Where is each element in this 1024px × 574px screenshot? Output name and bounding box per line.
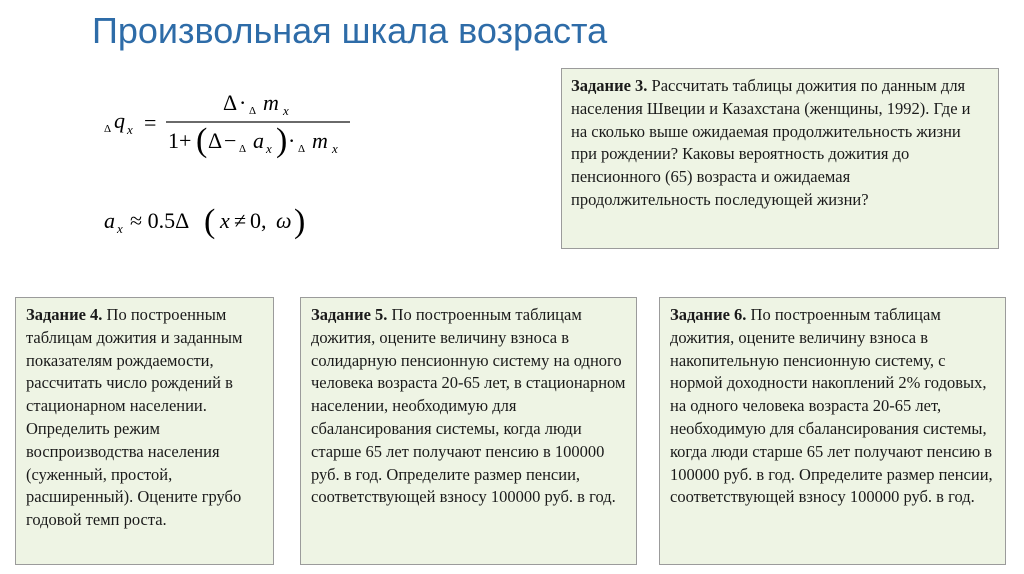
task-6-label: Задание 6.: [670, 305, 747, 324]
approx-a: a: [104, 208, 115, 233]
denominator-m: m: [312, 128, 328, 153]
approx-text: ≈ 0.5Δ: [130, 208, 190, 233]
condition-close-paren: ): [294, 203, 306, 240]
numerator-m: m: [263, 90, 279, 115]
denominator-delta-subscript-2: Δ: [298, 143, 306, 155]
task-3-label: Задание 3.: [571, 76, 648, 95]
denominator-delta-subscript: Δ: [239, 143, 247, 155]
slide-title: Произвольная шкала возраста: [92, 10, 608, 51]
numerator-delta: Δ: [223, 90, 238, 115]
lhs-x-subscript: x: [127, 122, 133, 137]
denominator-minus: −: [224, 128, 237, 153]
task-5-box: [300, 297, 637, 565]
numerator-dot: ·: [239, 90, 247, 115]
task-5-text: По построенным таблицам дожития, оцените величину взноса в солидарную пенсионную систему на одного человека возраста 20-65 лет, в стационарном населении, необходимую для сбалансирования системы, когда люди старше 65 лет получают пенсию в 100000 руб. в год. Определите размер пенсии, соответствующей взносу 100000 руб. в год.: [311, 305, 626, 507]
lhs-q: q: [114, 108, 125, 133]
task-3-box: [561, 68, 999, 249]
denominator-a: a: [253, 128, 264, 153]
omega-symbol: ω: [276, 208, 292, 233]
condition-values: 0,: [250, 208, 267, 233]
not-equal-sign: ≠: [234, 208, 247, 233]
lhs-delta-subscript: Δ: [104, 123, 112, 135]
denominator-one-plus: 1+: [168, 128, 192, 153]
condition-open-paren: (: [204, 203, 216, 240]
denominator-close-paren: ): [276, 122, 288, 159]
task-6-box: [659, 297, 1006, 565]
task-3-text: Рассчитать таблицы дожития по данным для населения Швеции и Казахстана (женщины, 1992). Где и на сколько выше ожидаемая продолжительность жизни при рождении? Каковы вероятность дожития до пенсионного (65) возраста и ожидаемая продолжительность последующей жизни?: [571, 76, 971, 209]
task-5-label: Задание 5.: [311, 305, 388, 324]
denominator-dot: ·: [288, 128, 296, 153]
task-4-label: Задание 4.: [26, 305, 103, 324]
denominator-open-paren: (: [196, 122, 208, 159]
equals-sign: =: [144, 110, 157, 135]
numerator-delta-subscript: Δ: [249, 105, 257, 117]
task-4-box: [15, 297, 274, 565]
life-table-formula: [100, 84, 390, 164]
task-4-text: По построенным таблицам дожития и заданным показателям рождаемости, рассчитать число рождений в стационарном населении. Определить режим воспроизводства населения (суженный, простой, расширенный). Оцените грубо годовой темп роста.: [26, 305, 243, 530]
numerator-x-subscript: x: [283, 103, 289, 118]
denominator-delta: Δ: [208, 128, 223, 153]
denominator-a-x-subscript: x: [266, 141, 272, 156]
condition-x: x: [220, 208, 230, 233]
ax-approximation-formula: [100, 196, 360, 246]
approx-x-subscript: x: [117, 221, 123, 236]
denominator-m-x-subscript: x: [332, 141, 338, 156]
task-6-text: По построенным таблицам дожития, оцените величину взноса в накопительную пенсионную систему, с нормой доходности накоплений 2% годовых, на одного человека возраста 20-65 лет, необходимую для сбалансирования системы, когда люди старше 65 лет получают пенсию в 100000 руб. в год. Определите размер пенсии, соответствующей взносу 100000 руб. в год.: [670, 305, 993, 507]
